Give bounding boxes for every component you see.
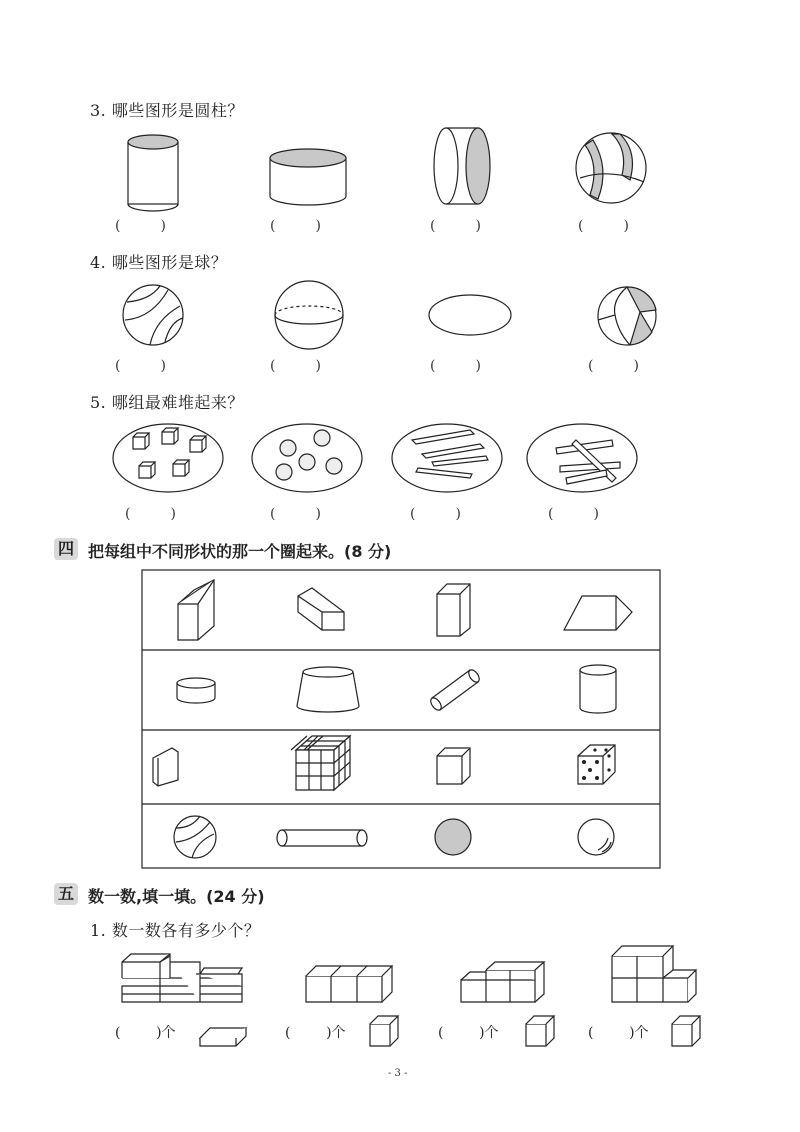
answer-blank[interactable]: ( ) — [125, 506, 176, 522]
section-4-title: 把每组中不同形状的那一个圈起来。(8 分) — [88, 542, 392, 561]
answer-blank[interactable]: ( ) — [578, 218, 629, 234]
answer-blank[interactable]: ( ) — [548, 506, 599, 522]
answer-blank[interactable]: ( ) — [115, 218, 166, 234]
question-5-1-title: 1. 数一数各有多少个？ — [90, 921, 261, 940]
striped-ball-figure[interactable] — [576, 133, 646, 203]
tall-cylinder-figure[interactable] — [580, 665, 616, 713]
long-cylinder-figure[interactable] — [277, 830, 367, 846]
short-cylinder-figure[interactable] — [177, 678, 215, 703]
beach-ball-figure[interactable] — [598, 287, 656, 345]
cube-stack-figure[interactable] — [612, 946, 696, 1002]
answer-blank[interactable]: ( ) — [115, 358, 166, 374]
cube-row-figure[interactable] — [306, 966, 392, 1002]
question-5-title: 5. 哪组最难堆起来？ — [90, 393, 244, 412]
ellipse-figure[interactable] — [429, 295, 511, 335]
answer-blank[interactable]: ( ) — [410, 506, 461, 522]
count-blank[interactable]: ( )个 — [285, 1025, 346, 1041]
plate-boards-figure[interactable] — [392, 424, 502, 492]
truncated-cone-figure[interactable] — [297, 667, 359, 712]
section-4-badge: 四 — [54, 538, 78, 560]
plate-cubes-figure[interactable] — [113, 424, 223, 492]
count-blank[interactable]: ( )个 — [588, 1025, 649, 1041]
volleyball-figure[interactable] — [174, 816, 216, 858]
answer-blank[interactable]: ( ) — [270, 218, 321, 234]
section-5-badge: 五 — [54, 883, 78, 905]
answer-blank[interactable]: ( ) — [270, 358, 321, 374]
answer-blank[interactable]: ( ) — [270, 506, 321, 522]
glass-ball-figure[interactable] — [578, 819, 614, 855]
cylinder-upright-figure[interactable] — [128, 135, 178, 211]
count-blank[interactable]: ( )个 — [115, 1025, 176, 1041]
cube-steps-figure[interactable] — [461, 962, 544, 1002]
volleyball-figure[interactable] — [123, 285, 183, 345]
answer-blank[interactable]: ( ) — [430, 358, 481, 374]
gray-disc-figure[interactable] — [435, 819, 471, 855]
cube-reference-figure — [370, 1016, 398, 1046]
cube-reference-figure — [672, 1016, 700, 1046]
question-3-title: 3. 哪些图形是圆柱？ — [90, 101, 244, 120]
cylinder-sideways-figure[interactable] — [434, 128, 490, 204]
stacked-boards-figure[interactable] — [122, 954, 242, 1002]
answer-blank[interactable]: ( ) — [588, 358, 639, 374]
cuboid-tall-figure[interactable] — [437, 584, 470, 636]
cylinder-flat-figure[interactable] — [270, 149, 346, 205]
plate-balls-figure[interactable] — [252, 424, 362, 492]
answer-blank[interactable]: ( ) — [430, 218, 481, 234]
page-number: - 3 - — [388, 1068, 408, 1079]
question-4-title: 4. 哪些图形是球？ — [90, 253, 228, 272]
count-blank[interactable]: ( )个 — [438, 1025, 499, 1041]
section-5-title: 数一数,填一填。(24 分) — [88, 887, 265, 906]
plate-logs-figure[interactable] — [527, 424, 637, 492]
sphere-figure[interactable] — [275, 281, 343, 349]
board-reference-figure — [200, 1028, 246, 1046]
dice-figure[interactable] — [578, 745, 615, 784]
cube-figure[interactable] — [437, 748, 470, 784]
cube-reference-figure — [526, 1016, 554, 1046]
